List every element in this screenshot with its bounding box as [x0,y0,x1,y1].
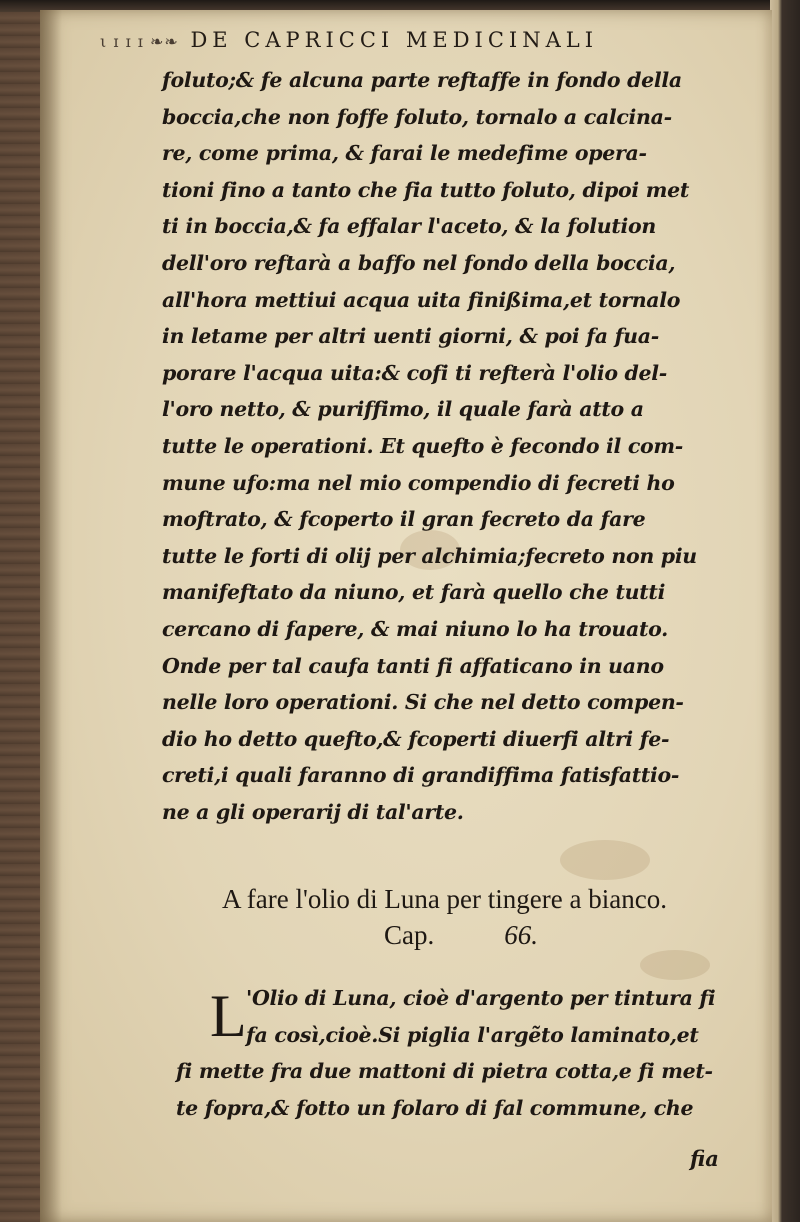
text-line: re, come prima, & farai le medefime opera- [162,141,647,166]
text-line: moftrato, & fcoperto il gran fecreto da fare [162,507,646,532]
text-line: tioni fino a tanto che fia tutto foluto, dipoi met [162,177,690,202]
chapter-number-line [384,920,538,951]
body-text [162,62,742,830]
text-line: Onde per tal caufa tanti fi affaticano in uano [162,653,664,678]
running-head-marks: ι ɪ ɪ ɪ ❧❧ [100,32,179,51]
text-line: mune ufo:ma nel mio compendio di fecreti ho [162,470,675,495]
chapter-heading: A fare l'olio di Luna per tingere a bianco. [222,884,667,914]
text-line: nelle loro operationi. Si che nel detto compen- [162,690,684,715]
foxing-stain [560,840,650,880]
running-head [100,28,740,52]
text-line: ti in boccia,& fa effalar l'aceto, & la folution [162,214,657,239]
text-line: creti,i quali faranno di grandiffima fatisfattio- [162,763,680,788]
cap-number: 66. [504,920,538,950]
text-line: all'hora mettiui acqua uita finißima,et tornalo [162,287,681,312]
text-line: l'oro netto, & puriffimo, il quale farà atto a [162,397,644,422]
text-line: porare l'acqua uita:& cofi ti refterà l'olio del- [162,360,667,385]
running-head-title: DE CAPRICCI MEDICINALI [190,28,598,52]
text-line: 'Olio di Luna, cioè d'argento per tintura fi [246,986,716,1010]
text-line: manifeftato da niuno, et farà quello che tutti [162,580,666,605]
text-line: fi mette fra due mattoni di pietra cotta,e fi met- [176,1059,713,1084]
text-line: tutte le operationi. Et quefto è fecondo il com- [162,433,684,458]
text-line: fa così,cioè.Si piglia l'argẽto laminato,et [246,1022,699,1047]
text-line: tutte le forti di olij per alchimia;fecreto non piu [162,543,697,568]
gutter-shadow [40,10,62,1222]
catchword: fia [690,1146,719,1171]
text-line: te fopra,& fotto un folaro di fal commune, che [176,1095,694,1120]
page-stack-edge [770,0,800,1222]
text-line: in letame per altri uenti giorni, & poi fa fua- [162,324,659,349]
text-line: foluto;& fe alcuna parte reftaffe in fondo della [162,68,682,92]
foxing-stain [640,950,710,980]
text-line: boccia,che non foffe foluto, tornalo a calcina- [162,104,672,129]
drop-capital: L [210,983,247,1049]
text-line: dio ho detto quefto,& fcoperti diuerfi altri fe- [162,726,670,751]
text-line: dell'oro reftarà a baffo nel fondo della boccia, [162,250,676,275]
cap-label: Cap. [384,920,435,950]
text-line: cercano di fapere, & mai niuno lo ha trouato. [162,616,668,641]
second-paragraph [176,980,756,1126]
text-line: ne a gli operarij di tal'arte. [162,799,464,824]
